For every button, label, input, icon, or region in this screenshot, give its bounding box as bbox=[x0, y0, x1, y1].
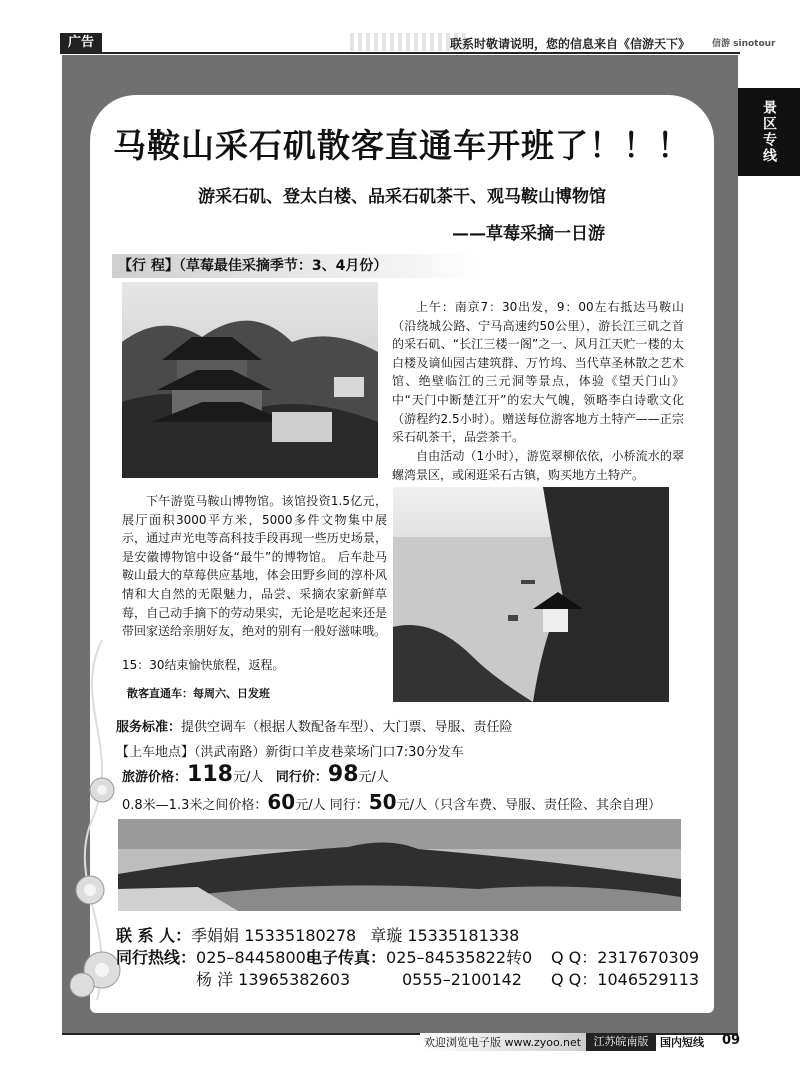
service-text: 提供空调车（根据人数配备车型）、大门票、导服、责任险 bbox=[181, 720, 513, 735]
fax-label: 电子传真： bbox=[306, 948, 387, 967]
fax-cell bbox=[306, 947, 532, 968]
section-tab: 景区专线 bbox=[738, 88, 800, 176]
ad-tag: 广告 bbox=[60, 33, 102, 53]
child-label: 0.8米—1.3米之间价格： bbox=[122, 798, 268, 813]
contact-row-1 bbox=[116, 925, 519, 946]
river-photo bbox=[393, 487, 669, 702]
temple-photo bbox=[122, 282, 378, 478]
itinerary-heading: 【行 程】（草莓最佳采摘季节：3、4月份） bbox=[112, 254, 478, 278]
footer-section: 国内短线 bbox=[660, 1036, 704, 1049]
qq-number-1: 2317670309 bbox=[597, 948, 700, 967]
page-number: 09 bbox=[722, 1033, 741, 1048]
phone-2: 0555–2100142 bbox=[402, 970, 522, 989]
source-note: 联系时敬请说明，您的信息来自《信游天下》 bbox=[450, 37, 691, 51]
footer-region: 江苏皖南版 bbox=[586, 1033, 656, 1051]
hotline-label: 同行热线： bbox=[116, 948, 197, 967]
footer-url: 欢迎浏览电子版 www.zyoo.net bbox=[424, 1036, 582, 1049]
adult-price: 118 bbox=[187, 762, 233, 787]
headline: 马鞍山采石矶散客直通车开班了！！！ bbox=[113, 126, 691, 165]
peer-unit: 元/人 bbox=[358, 770, 389, 785]
contact-person-3: 杨 洋 13965382603 bbox=[196, 970, 351, 989]
adult-price-line bbox=[122, 762, 389, 787]
pickup-line bbox=[116, 741, 464, 760]
fax-number: 025–84535822转0 bbox=[386, 948, 533, 967]
panorama-photo bbox=[118, 819, 681, 911]
adult-unit: 元/人 bbox=[232, 770, 264, 785]
qq-cell-2 bbox=[551, 969, 699, 990]
child-price: 60 bbox=[267, 790, 296, 814]
morning-paragraph: 上午：南京7：30出发，9：00左右抵达马鞍山（沿绕城公路、宁马高速约50公里），游长江三矶之首的采石矶、“长江三楼一阁”之一、风月江天贮一楼的太白楼及谪仙园古建筑群、万竹坞、当代草圣林散之艺术馆、绝壁临江的三元洞等景点，体验《望天门山》中“天门中断楚江开”的宏大气魄，领略李白诗歌文化（游程约2.5小时）。赠送每位游客地方土特产——正宗采石矶茶干，品尝茶干。 bbox=[392, 300, 684, 445]
qq-cell-1 bbox=[551, 947, 699, 968]
schedule-note: 散客直通车：每周六、日发班 bbox=[127, 687, 270, 700]
qq-label-1: Q Q： bbox=[551, 948, 598, 967]
service-line bbox=[116, 716, 513, 735]
tour-name: ——草莓采摘一日游 bbox=[452, 224, 605, 244]
afternoon-paragraph: 下午游览马鞍山博物馆。该馆投资1.5亿元，展厅面积3000平方米，5000多件文物集中展示，通过声光电等高科技手段再现一些历史场景，是安徽博物馆中设备“最牛”的博物馆。 后车赴马鞍山最大的草莓供应基地，体会田野乡间的淳朴风情和大自然的无限魅力，品尝、采摘农家新鲜草莓，自己动手摘下的劳动果实，无论是吃起来还是带回家送给亲朋好友，绝对的别有一般好滋味哦。 bbox=[122, 494, 387, 639]
service-label: 服务标准： bbox=[116, 720, 182, 735]
free-time-paragraph: 自由活动（1小时），游览翠柳依依，小桥流水的翠螺湾景区，或闲逛采石古镇，购买地方土特产。 bbox=[392, 449, 684, 482]
child-peer-price: 50 bbox=[368, 790, 397, 814]
child-price-line bbox=[122, 790, 661, 814]
peer-label: 同行价： bbox=[275, 770, 328, 785]
price-label: 旅游价格： bbox=[122, 770, 188, 785]
qq-number-2: 1046529113 bbox=[597, 970, 700, 989]
child-unit: 元/人 同行： bbox=[295, 798, 369, 813]
contact-label: 联 系 人： bbox=[116, 926, 192, 945]
hotline-number: 025–84458008 bbox=[196, 948, 316, 967]
child-note: 元/人（只含车费、导服、责任险、其余自理） bbox=[396, 798, 661, 813]
subheadline: 游采石矶、登太白楼、品采石矶茶干、观马鞍山博物馆 bbox=[198, 187, 606, 207]
contact-person-1: 季娟娟 15335180278 bbox=[191, 926, 357, 945]
contact-person-2: 章璇 15335181338 bbox=[370, 926, 520, 945]
pickup-label: 【上车地点】 bbox=[116, 745, 195, 760]
return-paragraph: 15：30结束愉快旅程，返程。 bbox=[122, 658, 285, 672]
publication-logo: 信游 sinotour bbox=[712, 39, 776, 49]
pickup-text: （洪武南路）新街口羊皮巷菜场门口7:30分发车 bbox=[194, 745, 464, 760]
peer-price: 98 bbox=[327, 762, 359, 787]
header-rule bbox=[60, 52, 740, 54]
qq-label-2: Q Q： bbox=[551, 970, 598, 989]
contact-row-2 bbox=[116, 947, 316, 968]
